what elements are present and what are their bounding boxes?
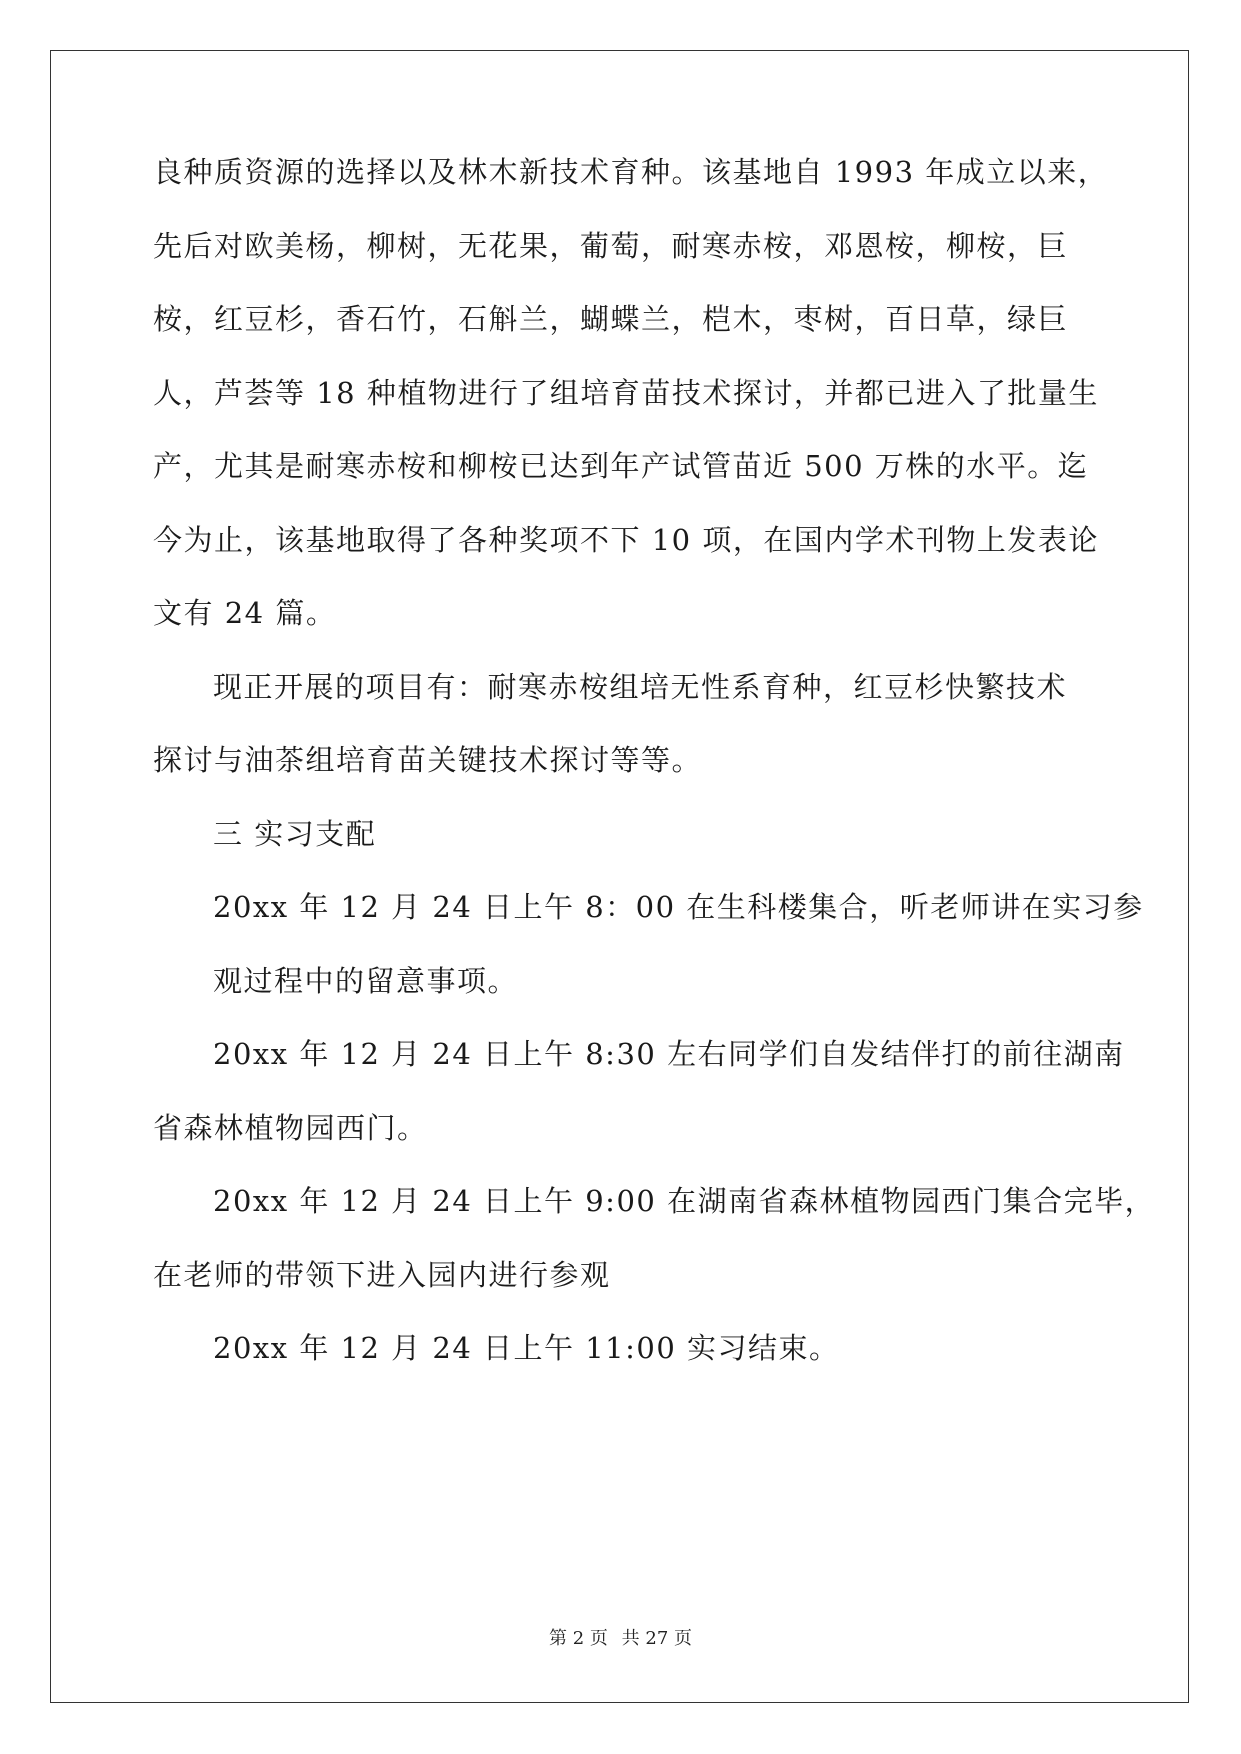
body-text-line: 人，芦荟等 18 种植物进行了组培育苗技术探讨，并都已进入了批量生 — [153, 376, 1099, 410]
body-text-line: 先后对欧美杨，柳树，无花果，葡萄，耐寒赤桉，邓恩桉，柳桉，巨 — [153, 229, 1069, 263]
body-text-line: 产，尤其是耐寒赤桉和柳桉已达到年产试管苗近 500 万株的水平。迄 — [153, 449, 1089, 483]
page-footer — [0, 1628, 1241, 1650]
body-text-line: 在老师的带领下进入园内进行参观 — [153, 1258, 611, 1292]
section-heading: 三 实习支配 — [213, 817, 377, 851]
body-text-line: 现正开展的项目有：耐寒赤桉组培无性系育种，红豆杉快繁技术 — [213, 670, 1068, 704]
body-text-line: 观过程中的留意事项。 — [213, 964, 519, 998]
body-text-line: 探讨与油茶组培育苗关键技术探讨等等。 — [153, 743, 703, 777]
body-text-line: 20xx 年 12 月 24 日上午 8:30 左右同学们自发结伴打的前往湖南 — [213, 1037, 1125, 1071]
body-text-line: 20xx 年 12 月 24 日上午 11:00 实习结束。 — [213, 1331, 840, 1365]
body-text-line: 桉，红豆杉，香石竹，石斛兰，蝴蝶兰，桤木，枣树，百日草，绿巨 — [153, 302, 1069, 336]
body-text-line: 良种质资源的选择以及林木新技术育种。该基地自 1993 年成立以来， — [153, 155, 1109, 189]
body-text-line: 文有 24 篇。 — [153, 596, 337, 630]
page-number: 第 2 页 — [549, 1628, 608, 1649]
page-frame — [50, 50, 1189, 1703]
body-text-line: 省森林植物园西门。 — [153, 1111, 428, 1145]
page-total: 共 27 页 — [621, 1628, 692, 1649]
body-text-line: 20xx 年 12 月 24 日上午 8：00 在生科楼集合，听老师讲在实习参 — [213, 890, 1144, 924]
body-text-line: 20xx 年 12 月 24 日上午 9:00 在湖南省森林植物园西门集合完毕， — [213, 1184, 1156, 1218]
body-text-line: 今为止，该基地取得了各种奖项不下 10 项，在国内学术刊物上发表论 — [153, 523, 1099, 557]
